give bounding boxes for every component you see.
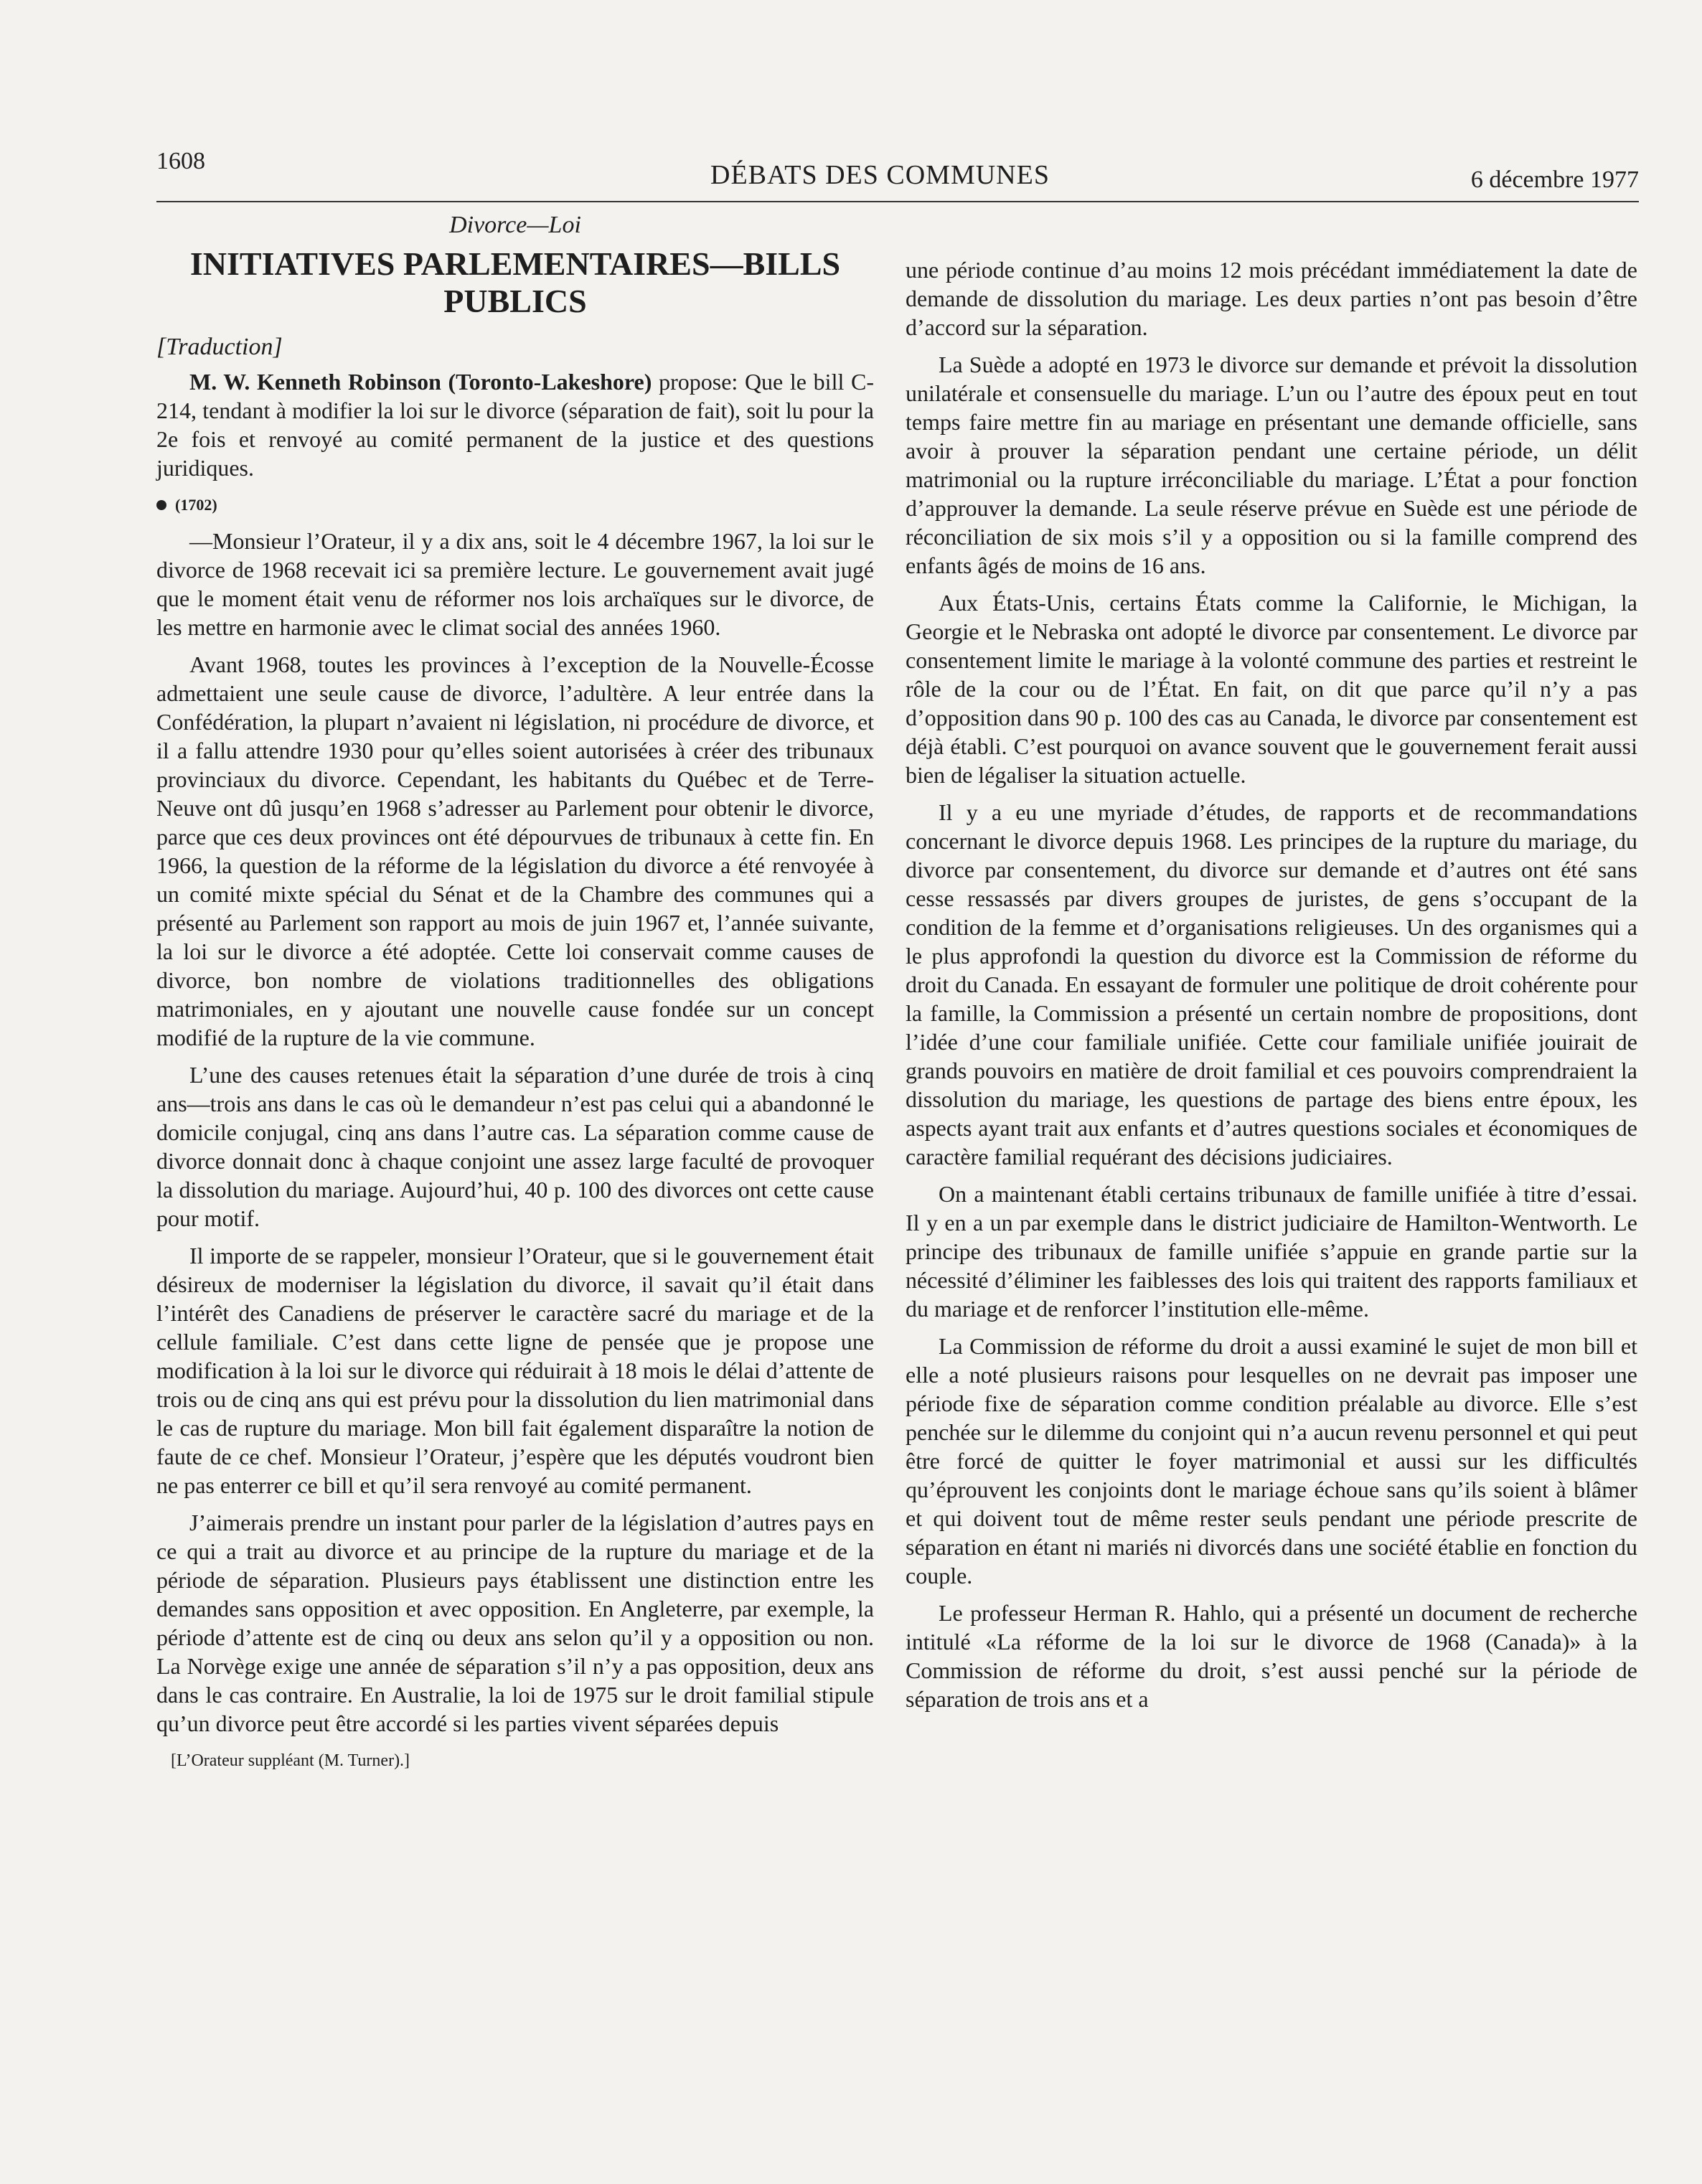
paragraph: Avant 1968, toutes les provinces à l’exception de la Nouvelle-Écosse admettaient une seule cause de divorce, l’adultère. A leur entrée dans la Confédération, la plupart n’avaient ni législation, ni procédure de divorce, et il a fallu attendre 1930 pour qu’elles soient autorisées à créer des tribunaux provinciaux du divorce. Cependant, les habitants du Québec et de Terre-Neuve ont dû jusqu’en 1968 s’adresser au Parlement pour obtenir le divorce, parce que ces deux provinces ont été dépourvues de tribunaux à cette fin. En 1966, la question de la réforme de la législation du divorce a été renvoyée à un comité mixte spécial du Sénat et de la Chambre des communes qui a présenté au Parlement son rapport au mois de juin 1967 et, l’année suivante, la loi sur le divorce a été adoptée. Cette loi conservait comme causes de divorce, bon nombre de violations traditionnelles des obligations matrimoniales, en y ajoutant une nouvelle cause fondée sur un concept modifié de la rupture de la vie commune. xyxy=(156,651,874,1050)
translation-tag: [Traduction] xyxy=(156,334,283,360)
subject-heading: Divorce—Loi xyxy=(449,212,581,238)
motion-paragraph xyxy=(156,367,874,482)
running-title: DÉBATS DES COMMUNES xyxy=(710,160,1050,190)
time-marker xyxy=(156,491,874,519)
header-rule xyxy=(156,201,1639,202)
bullet-icon xyxy=(156,500,166,510)
right-column xyxy=(906,255,1637,1722)
section-title: INITIATIVES PARLEMENTAIRES—BILLS PUBLICS xyxy=(189,245,841,319)
speaker-name: M. W. Kenneth Robinson (Toronto-Lakeshore) xyxy=(189,369,652,395)
time-label: (1702) xyxy=(175,496,217,514)
page-date: 6 décembre 1977 xyxy=(1470,166,1639,193)
paragraph: Le professeur Herman R. Hahlo, qui a présenté un document de recherche intitulé «La réforme de la loi sur le divorce de 1968 (Canada)» à la Commission de réforme du droit, s’est aussi penché sur la période de séparation de trois ans et a xyxy=(906,1600,1637,1712)
paragraph: —Monsieur l’Orateur, il y a dix ans, soit le 4 décembre 1967, la loi sur le divorce de 1968 recevait ici sa première lecture. Le gouvernement avait jugé que le moment était venu de réformer nos lois archaïques sur le divorce, de les mettre en harmonie avec le climat social des années 1960. xyxy=(156,528,874,640)
paragraph: L’une des causes retenues était la séparation d’une durée de trois à cinq ans—trois ans dans le cas où le demandeur n’est pas celui qui a abandonné le domicile conjugal, cinq ans dans l’autre cas. La séparation comme cause de divorce donnait donc à chaque conjoint une assez large faculté de provoquer la dissolution du mariage. Aujourd’hui, 40 p. 100 des divorces ont cette cause pour motif. xyxy=(156,1062,874,1231)
paragraph: Il importe de se rappeler, monsieur l’Orateur, que si le gouvernement était désireux de moderniser la législation du divorce, il savait qu’il était dans l’intérêt des Canadiens de préserver le caractère sacré du mariage et de la cellule familiale. C’est dans cette ligne de pensée que je propose une modification à la loi sur le divorce qui réduirait à 18 mois le délai d’attente de trois ou de cinq ans qui est prévu pour la dissolution du lien matrimonial dans le cas de rupture du mariage. Mon bill fait également disparaître la notion de faute de ce chef. Monsieur l’Orateur, j’espère que les députés voudront bien ne pas enterrer ce bill et qu’il sera renvoyé au comité permanent. xyxy=(156,1243,874,1498)
footnote: [L’Orateur suppléant (M. Turner).] xyxy=(171,1751,410,1770)
paragraph: J’aimerais prendre un instant pour parler de la législation d’autres pays en ce qui a trait au divorce et au principe de la rupture du mariage et de la période de séparation. Plusieurs pays établissent une distinction entre les demandes sans opposition et avec opposition. En Angleterre, par exemple, la période d’attente est de cinq ou deux ans selon qu’il y a opposition ou non. La Norvège exige une année de séparation s’il n’y a pas opposition, deux ans dans le cas contraire. En Australie, la loi de 1975 sur le droit familial stipule qu’un divorce peut être accordé si les parties vivent séparées depuis xyxy=(156,1510,874,1736)
left-column xyxy=(156,210,874,1775)
paragraph: On a maintenant établi certains tribunaux de famille unifiée à titre d’essai. Il y en a un par exemple dans le district judiciaire de Hamilton-Wentworth. Le principe des tribunaux de famille unifiée s’appuie en grande partie sur la nécessité d’éliminer les faiblesses des lois qui traitent des rapports familiaux et du mariage et de renforcer l’institution elle-même. xyxy=(906,1181,1637,1322)
page-number: 1608 xyxy=(156,148,205,174)
motion-text: propose: Que le bill C-214, tendant à modifier la loi sur le divorce (séparation de fait), soit lu pour la 2e fois et renvoyé au comité permanent de la justice et des questions juridiques. xyxy=(156,369,875,481)
paragraph: Il y a eu une myriade d’études, de rapports et de recommandations concernant le divorce depuis 1968. Les principes de la rupture du mariage, du divorce par consentement, du divorce sur demande et d’autres ont été sans cesse ressassés par divers groupes de juristes, de gens s’occupant de la condition de la femme et d’organisations religieuses. Un des organismes qui a le plus approfondi la question du divorce est la Commission de réforme du droit du Canada. En essayant de formuler une politique de droit cohérente pour la famille, la Commission a présenté un certain nombre de propositions, dont l’idée d’une cour familiale unifiée. Cette cour familiale unifiée jouirait de grands pouvoirs en matière de droit familial et ces pouvoirs comprendraient la dissolution du mariage, les questions de partage des biens entre époux, les aspects ayant trait aux enfants et d’autres questions sociales et économiques de caractère familial requérant des décisions judiciaires. xyxy=(906,799,1637,1169)
paragraph: La Suède a adopté en 1973 le divorce sur demande et prévoit la dissolution unilatérale et consensuelle du mariage. L’un ou l’autre des époux peut en tout temps faire mettre fin au mariage en présentant une demande officielle, sans avoir à prouver la séparation pendant une certaine période, un délit matrimonial ou la rupture irréconciliable du mariage. L’État a pour fonction d’approuver la demande. La seule réserve prévue en Suède est une période de réconciliation de six mois s’il y a opposition ou si la famille comprend des enfants âgés de moins de 16 ans. xyxy=(906,352,1637,578)
paragraph: une période continue d’au moins 12 mois précédant immédiatement la date de demande de dissolution du mariage. Les deux parties n’ont pas besoin d’être d’accord sur la séparation. xyxy=(906,257,1637,340)
paragraph: Aux États-Unis, certains États comme la Californie, le Michigan, la Georgie et le Nebraska ont adopté le divorce par consentement. Le divorce par consentement limite le mariage à la volonté commune des parties et restreint le rôle de la cour ou de l’État. En fait, on dit que parce qu’il n’y a pas d’opposition dans 90 p. 100 des cas au Canada, le divorce par consentement est déjà établi. C’est pourquoi on avance souvent que le gouvernement ferait aussi bien de légaliser la situation actuelle. xyxy=(906,590,1637,788)
paragraph: La Commission de réforme du droit a aussi examiné le sujet de mon bill et elle a noté plusieurs raisons pour lesquelles on ne devrait pas imposer une période fixe de séparation comme condition préalable au divorce. Elle s’est penchée sur le dilemme du conjoint qui n’a aucun revenu personnel et qui peut être forcé de quitter le foyer matrimonial et aussi sur les difficultés qu’éprouvent les conjoints dont le mariage échoue sans qu’ils soient à blâmer et qui doivent tout de même rester seuls pendant une période prescrite de séparation en étant ni mariés ni divorcés dans une société établie en fonction du couple. xyxy=(906,1333,1637,1588)
